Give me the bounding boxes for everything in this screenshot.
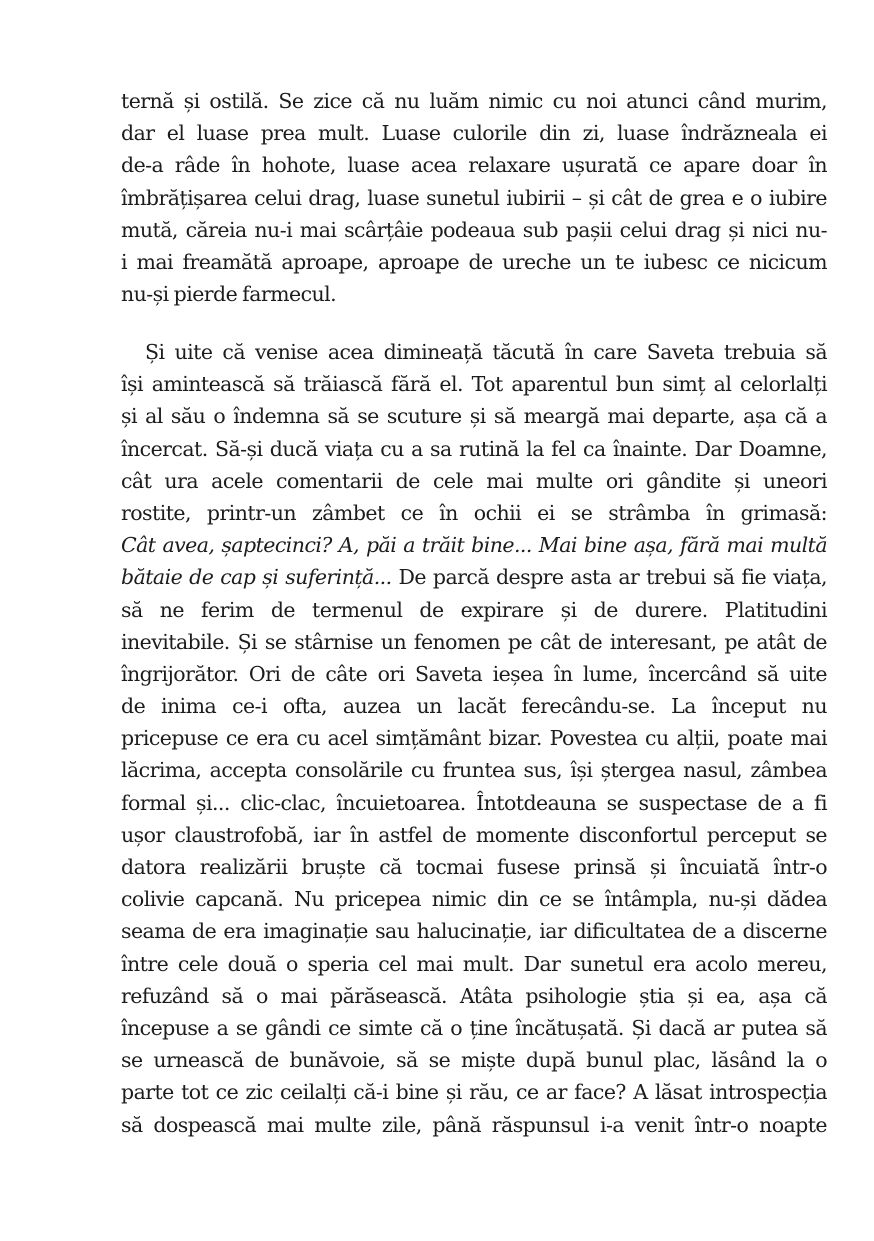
text-line	[121, 400, 827, 432]
text-line	[121, 594, 827, 626]
text-line	[121, 1109, 827, 1141]
text-line	[121, 149, 827, 181]
text-segment: dar el luase prea mult. Luase culorile din zi, luase îndrăzneala ei	[121, 121, 827, 146]
text-segment: rostite, printr-un zâmbet ce în ochii ei se strâmba în grimasă:	[121, 500, 827, 525]
text-segment: i mai freamătă aproape, aproape de ureche un te iubesc ce nicicum	[121, 249, 827, 274]
text-line	[121, 529, 827, 561]
text-segment: refuzând să o mai părăsească. Atâta psihologie știa și ea, așa că	[121, 983, 827, 1008]
text-segment: se urnească de bunăvoie, să se miște după bunul plac, lăsând la o	[121, 1048, 827, 1073]
text-line	[121, 1076, 827, 1108]
text-line	[121, 722, 827, 754]
text-segment: îngrijorător. Ori de câte ori Saveta ieșea în lume, încercând să uite	[121, 661, 827, 686]
text-line	[121, 336, 827, 368]
text-segment: colivie capcană. Nu pricepea nimic din ce se întâmpla, nu-și dădea	[121, 887, 827, 912]
text-line	[121, 883, 827, 915]
text-segment: inevitabile. Și se stârnise un fenomen pe cât de interesant, pe atât de	[121, 629, 827, 654]
text-segment: de inima ce-i ofta, auzea un lacăt ferecându-se. La început nu	[121, 694, 827, 719]
text-line	[121, 626, 827, 658]
text-line	[121, 754, 827, 786]
text-line	[121, 980, 827, 1012]
text-segment: își amintească să trăiască fără el. Tot aparentul bun simț al celorlalți	[121, 372, 827, 397]
text-line	[121, 182, 827, 214]
text-line	[121, 561, 827, 593]
text-line	[121, 246, 827, 278]
text-segment: cât ura acele comentarii de cele mai multe ori gândite și uneori	[121, 468, 827, 493]
text-segment: între cele două o speria cel mai mult. Dar sunetul era acolo mereu,	[121, 951, 827, 976]
text-segment: să ne ferim de termenul de expirare și de durere. Platitudini	[121, 597, 827, 622]
text-line	[121, 497, 827, 529]
text-segment: seama de era imaginație sau halucinație, iar dificultatea de a discerne	[121, 919, 827, 944]
text-line	[121, 433, 827, 465]
text-segment: începuse a se gândi ce simte că o ține încătușată. Și dacă ar putea să	[121, 1015, 827, 1040]
text-segment: De parcă despre asta ar trebui să fie viața,	[391, 565, 827, 590]
paragraph-2	[121, 336, 827, 1141]
text-segment: lăcrima, accepta consolările cu fruntea sus, își ștergea nasul, zâmbea	[121, 758, 827, 783]
text-line	[121, 278, 827, 310]
text-line	[121, 214, 827, 246]
text-line	[121, 368, 827, 400]
text-line	[121, 915, 827, 947]
text-segment: încercat. Să-și ducă viața cu a sa rutină la fel ca înainte. Dar Doamne,	[121, 436, 827, 461]
text-segment: parte tot ce zic ceilalți că-i bine și rău, ce ar face? A lăsat introspecția	[121, 1080, 827, 1105]
text-line	[121, 690, 827, 722]
text-segment: datora realizării bruște că tocmai fusese prinsă și încuiată într-o	[121, 855, 827, 879]
text-segment: ușor claustrofobă, iar în astfel de momente disconfortul perceput se	[121, 822, 827, 847]
text-line	[121, 465, 827, 497]
italic-text-segment: bătaie de cap și suferință...	[121, 565, 392, 590]
text-line	[121, 787, 827, 819]
text-segment: și al său o îndemna să se scuture și să meargă mai departe, așa că a	[121, 404, 827, 429]
text-segment: nu-și pierde farmecul.	[121, 282, 337, 307]
text-segment: să dospească mai multe zile, până răspunsul i-a venit într-o noapte	[121, 1112, 827, 1137]
text-line	[121, 658, 827, 690]
text-segment: formal și... clic-clac, încuietoarea. Întotdeauna se suspectase de a fi	[121, 790, 827, 815]
text-line	[121, 85, 827, 117]
italic-text-segment: Cât avea, șaptecinci? A, păi a trăit bine... Mai bine așa, fără mai multă	[121, 533, 827, 558]
text-segment: pricepuse ce era cu acel simțământ bizar. Povestea cu alții, poate mai	[121, 726, 827, 751]
text-segment: mută, căreia nu-i mai scârțâie podeaua sub pașii celui drag și nici nu-	[121, 217, 827, 242]
text-line	[121, 1012, 827, 1044]
text-line	[121, 117, 827, 149]
text-segment: îmbrățișarea celui drag, luase sunetul iubirii – și cât de grea e o iubire	[121, 185, 827, 210]
text-segment: de-a râde în hohote, luase acea relaxare ușurată ce apare doar în	[121, 153, 827, 178]
text-line	[121, 1044, 827, 1076]
text-line	[121, 948, 827, 980]
text-line	[121, 819, 827, 851]
paragraph-1	[121, 85, 827, 310]
text-segment: ternă și ostilă. Se zice că nu luăm nimic cu noi atunci când murim,	[121, 89, 827, 113]
text-line	[121, 851, 827, 883]
text-segment: Și uite că venise acea dimineață tăcută în care Saveta trebuia să	[145, 340, 827, 364]
